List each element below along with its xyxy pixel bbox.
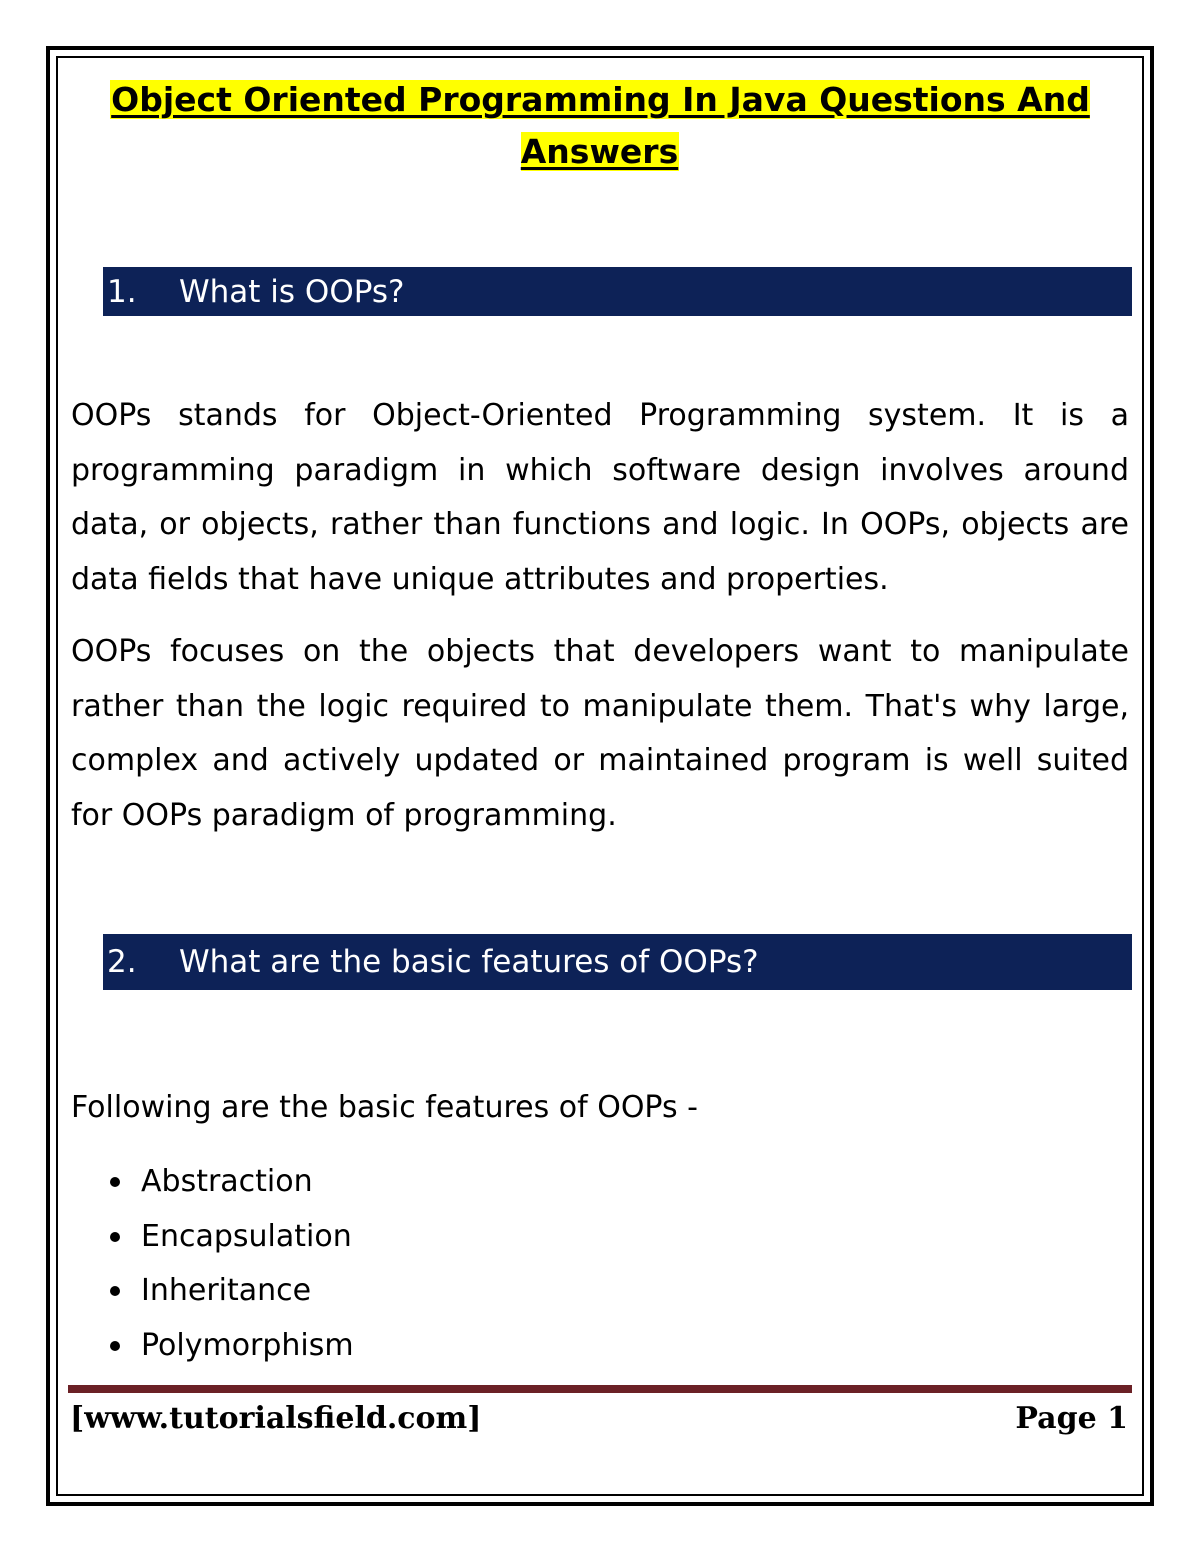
answer-1-paragraph-1: OOPs stands for Object-Oriented Programming system. It is a programming paradigm in which software design involves around data, or objects, rather than functions and logic. In OOPs, objects are data fields that have unique attributes and properties.: [71, 398, 1129, 597]
question-1-heading: [103, 267, 1132, 316]
answer-2-intro: Following are the basic features of OOPs -: [71, 1090, 698, 1125]
bullet-icon: [110, 1232, 120, 1242]
list-item: [104, 1319, 354, 1374]
question-1-number: 1.: [107, 273, 137, 310]
feature-label: Inheritance: [141, 1273, 312, 1308]
list-item: [104, 1155, 354, 1210]
question-2-heading: [103, 934, 1132, 990]
bullet-icon: [110, 1286, 120, 1296]
question-2-number: 2.: [107, 944, 137, 980]
footer-website: [www.tutorialsfield.com]: [70, 1401, 482, 1436]
question-1-text: What is OOPs?: [179, 273, 405, 310]
question-2-text: What are the basic features of OOPs?: [179, 944, 759, 980]
feature-label: Abstraction: [141, 1164, 313, 1199]
feature-label: Encapsulation: [141, 1218, 352, 1254]
bullet-icon: [110, 1341, 120, 1351]
features-list: [104, 1155, 354, 1373]
document-title: [70, 74, 1130, 178]
list-item: [104, 1264, 354, 1319]
list-item: [104, 1210, 354, 1265]
page-number: Page 1: [1015, 1401, 1128, 1436]
answer-1-paragraph-2: OOPs focuses on the objects that developers want to manipulate rather than the logic required to manipulate them. That's why large, complex and actively updated or maintained program is well suited for OOPs paradigm of programming.: [71, 634, 1129, 833]
footer-divider: [68, 1385, 1132, 1393]
document-title-text: Object Oriented Programming In Java Questions And Answers: [111, 80, 1090, 171]
bullet-icon: [110, 1177, 120, 1187]
feature-label: Polymorphism: [141, 1327, 354, 1363]
